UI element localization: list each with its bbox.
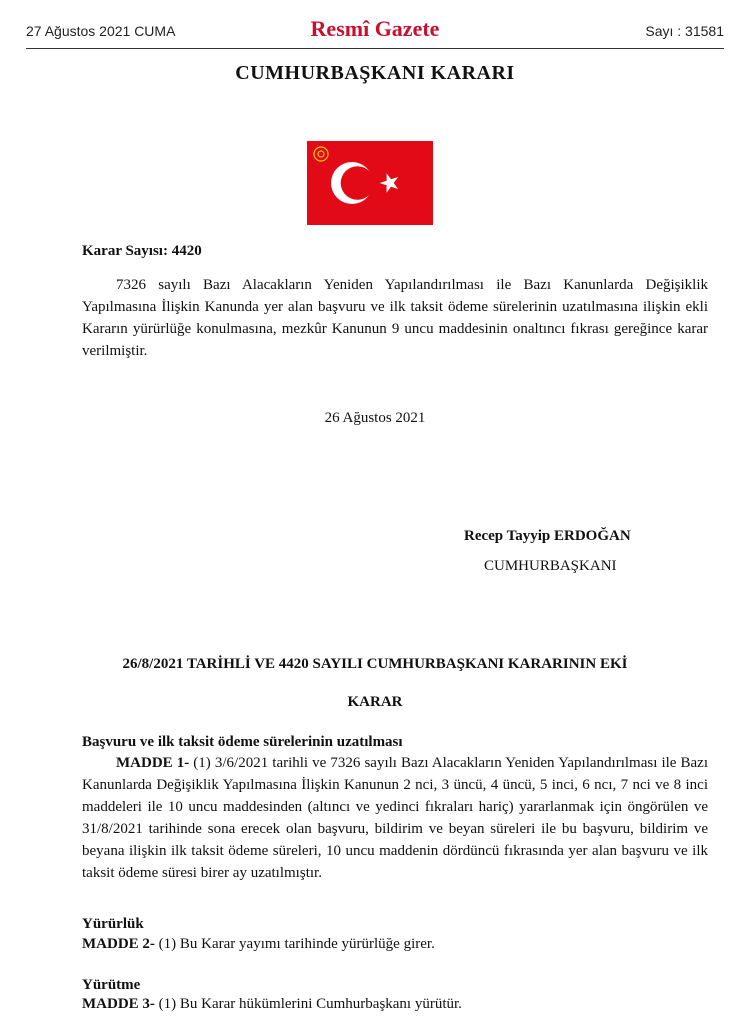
annex-title: 26/8/2021 TARİHLİ VE 4420 SAYILI CUMHURBAŞKANI KARARININ EKİ — [122, 656, 628, 672]
article-2-body — [82, 936, 435, 953]
header-date: 27 Ağustos 2021 CUMA — [26, 23, 176, 39]
article-1-body — [82, 752, 708, 884]
header-divider — [26, 48, 724, 49]
issue-number: Sayı : 31581 — [645, 23, 724, 39]
decree-number: Karar Sayısı: 4420 — [82, 243, 202, 259]
article-3-text: (1) Bu Karar hükümlerini Cumhurbaşkanı yürütür. — [154, 996, 462, 1012]
gazette-title: Resmî Gazete — [310, 16, 440, 41]
article-1-heading: Başvuru ve ilk taksit ödeme sürelerinin uzatılması — [82, 734, 403, 750]
article-2-text: (1) Bu Karar yayımı tarihinde yürürlüğe girer. — [154, 936, 435, 952]
annex-subtitle: KARAR — [347, 694, 403, 710]
flag-crescent-inner — [341, 166, 375, 200]
turkish-flag-icon — [307, 141, 433, 225]
article-3-heading: Yürütme — [82, 977, 141, 993]
signer-title: CUMHURBAŞKANI — [484, 558, 617, 574]
article-3-label: MADDE 3- — [82, 996, 155, 1012]
article-1-label: MADDE 1- — [116, 755, 190, 771]
gazette-header — [26, 14, 724, 48]
article-3-body — [82, 996, 462, 1013]
signature-date: 26 Ağustos 2021 — [324, 410, 426, 426]
article-2-label: MADDE 2- — [82, 936, 155, 952]
article-1-text: (1) 3/6/2021 tarihli ve 7326 sayılı Bazı Alacakların Yeniden Yapılandırılması ile Bazı Kanunlarda Değişiklik Yapılmasına İlişkin Kanunun 2 nci, 3 üncü, 4 üncü, 5 inci, 6 ncı, 7 nci ve 8 inci maddeleri ile 10 uncu maddesinden (altıncı ve yedinci fıkraları hariç) yararlanmak için öngörülen ve 31/8/2021 tarihinde sona erecek olan başvuru, bildirim ve beyan süreleri ile bu başvuru, bildirim ve beyana ilişkin ilk taksit ödeme süreleri, 10 uncu maddenin dördüncü fıkrasında yer alan başvuru ve ilk taksit ödeme süresi birer ay uzatılmıştır. — [82, 755, 708, 881]
decree-intro: 7326 sayılı Bazı Alacakların Yeniden Yapılandırılması ile Bazı Kanunlarda Değişiklik Yapılmasına İlişkin Kanunda yer alan başvuru ve ilk taksit ödeme sürelerinin uzatılmasına ilişkin ekli Kararın yürürlüğe konulmasına, mezkûr Kanunun 9 uncu maddesinin onaltıncı fıkrası gereğince karar verilmiştir. — [82, 277, 708, 359]
article-2-heading: Yürürlük — [82, 916, 144, 932]
signer-name: Recep Tayyip ERDOĞAN — [464, 528, 631, 544]
document-title: CUMHURBAŞKANI KARARI — [235, 62, 515, 84]
